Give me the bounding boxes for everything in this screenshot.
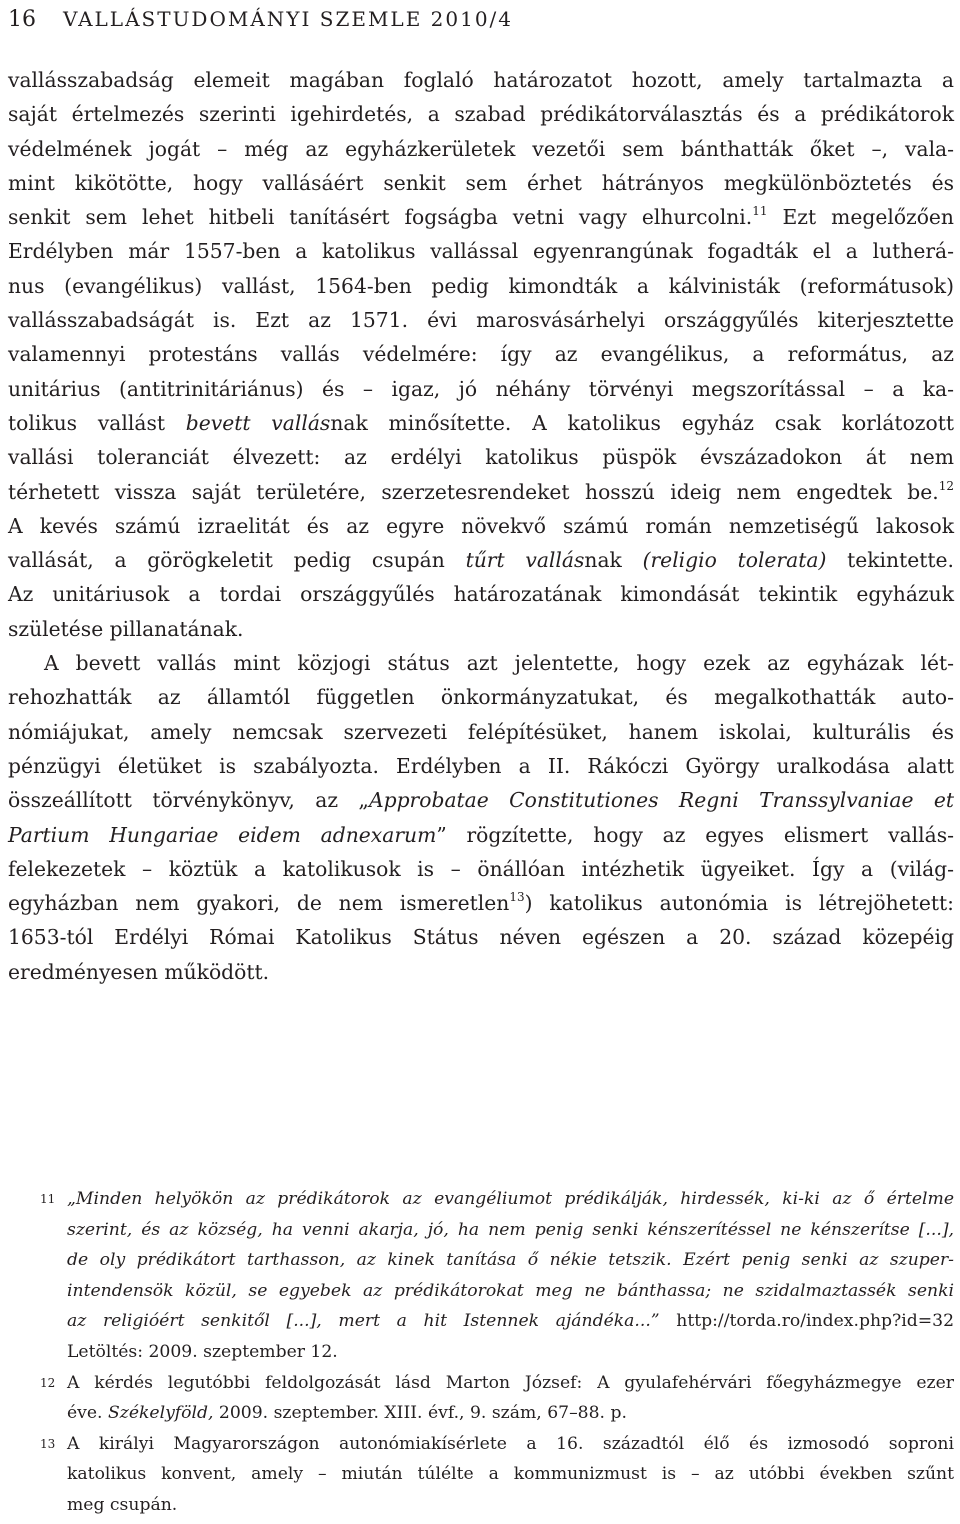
text-span: nak (584, 548, 643, 573)
footnote-ref-13[interactable]: 13 (509, 890, 525, 905)
text-line (8, 886, 954, 920)
journal-title: VALLÁSTUDOMÁNYI SZEMLE 2010/4 (63, 7, 514, 31)
italic-quote: az religióért senkitől [...], mert a hit Istennek ajándéka...” (67, 1311, 660, 1332)
italic-title: Approbatae Constitutiones Regni Transsylvaniae et (368, 788, 954, 813)
footnote-ref-11[interactable]: 11 (752, 204, 768, 219)
text-line (8, 475, 954, 509)
text-span: nak minősítette. A katolikus egyház csak korlátozott (330, 410, 954, 435)
text-span: ) katolikus autonómia is létrejöhetett: (524, 891, 954, 916)
italic-title: Székelyföld, (107, 1403, 214, 1424)
paragraph-2 (8, 646, 954, 989)
text-line (8, 783, 954, 817)
text-span: egyházban nem gyakori, de nem ismeretlen (8, 891, 510, 916)
text-line: nus (evangélikus) vallást, 1564-ben pedig kimondták a kálvinisták (reformátusok) (8, 273, 954, 298)
text-line: A bevett vallás mint közjogi státus azt jelentette, hogy ezek az egyházak lét- (44, 651, 954, 676)
text-span: Ezt megelőzően (767, 205, 954, 230)
footnote-line: de oly prédikátort tarthasson, az kinek tanítása ő nékie tetszik. Ezért penig senki az szuper- (67, 1250, 954, 1271)
italic-term: bevett vallás (185, 410, 331, 435)
footnote-number: 12 (40, 1375, 56, 1390)
text-span: tolikus vallást (8, 410, 186, 435)
text-line: saját értelmezés szerinti igehirdetés, a szabad prédikátorválasztás és a prédikátorok (8, 102, 954, 127)
text-span: térhetett vissza saját területére, szerzetesrendeket hosszú ideig nem engedtek be. (8, 479, 939, 504)
footnote-line (67, 1398, 954, 1429)
footnote-line: A királyi Magyarországon autonómiakísérlete a 16. századtól élő és izmosodó soproni (67, 1433, 954, 1454)
footnote-line: katolikus konvent, amely – miután túlélte a kommunizmust is – az utóbbi években szűnt (67, 1464, 954, 1485)
text-line: 1653-tól Erdélyi Római Katolikus Státus néven egészen a 20. század közepéig (8, 925, 954, 950)
text-line (8, 818, 954, 852)
footnotes-section (8, 1184, 954, 1521)
text-span: senkit sem lehet hitbeli tanításért fogságba vetni vagy elhurcolni. (8, 205, 753, 230)
footnote-number: 13 (40, 1436, 56, 1451)
italic-term: tűrt vallás (465, 548, 585, 573)
text-line: unitárius (antitrinitáriánus) és – igaz, jó néhány törvényi megszorítással – a ka- (8, 376, 954, 401)
footnote-ref-12[interactable]: 12 (938, 478, 954, 493)
text-line: születése pillanatának. (8, 616, 244, 641)
text-line: vallási toleranciát élvezett: az erdélyi katolikus püspök évszázadokon át nem (8, 445, 954, 470)
text-line: védelmének jogát – még az egyházkerületek vezetői sem bánthatták őket –, vala- (8, 136, 954, 161)
footnote-line: meg csupán. (67, 1494, 178, 1515)
text-span: 2009. szeptember. XIII. évf., 9. szám, 67–88. p. (213, 1403, 627, 1424)
italic-title: Partium Hungariae eidem adnexarum (8, 822, 437, 847)
text-line (8, 406, 954, 440)
footnote-line: Letöltés: 2009. szeptember 12. (67, 1341, 338, 1362)
paragraph-1 (8, 63, 954, 646)
text-line (8, 543, 954, 577)
text-line: pénzügyi életüket is szabályozta. Erdélyben a II. Rákóczi György uralkodása alatt (8, 753, 954, 778)
text-line: eredményesen működött. (8, 959, 270, 984)
text-line: vallásszabadságát is. Ezt az 1571. évi marosvásárhelyi országgyűlés kiterjesztette (8, 308, 954, 333)
footnote-line: szerint, és az község, ha venni akarja, jó, ha nem penig senki kénszerítéssel ne kénszerítse [...], (67, 1219, 954, 1240)
text-line: nómiájukat, amely nemcsak szervezeti felépítésüket, hanem iskolai, kulturális és (8, 719, 954, 744)
text-span: éve. (67, 1403, 108, 1424)
source-url[interactable]: http://torda.ro/index.php?id=32 (659, 1311, 955, 1332)
footnote-number: 11 (40, 1192, 56, 1206)
footnote-13 (8, 1429, 954, 1521)
italic-term: (religio tolerata) (642, 548, 827, 573)
text-line: vallásszabadság elemeit magában foglaló határozatot hozott, amely tartalmazta a (8, 68, 954, 92)
text-line: valamennyi protestáns vallás védelmére: így az evangélikus, a református, az (8, 342, 954, 367)
text-line: mint kikötötte, hogy vallásáért senkit sem érhet hátrányos megkülönböztetés és (8, 170, 954, 195)
main-text (8, 63, 954, 989)
footnote-11 (8, 1184, 954, 1368)
text-line: rehozhatták az államtól független önkormányzatukat, és megalkothatták auto- (8, 685, 954, 710)
text-line: Erdélyben már 1557-ben a katolikus vallással egyenrangúnak fogadták el a lutherá- (8, 239, 954, 264)
footnote-12 (8, 1368, 954, 1429)
footnote-line: „Minden helyökön az prédikátorok az evangéliumot prédikálják, hirdessék, ki-ki az ő értelme (67, 1189, 954, 1209)
text-span: vallását, a görögkeletit pedig csupán (8, 548, 466, 573)
text-line: Az unitáriusok a tordai országgyűlés határozatának kimondását tekintik egyházuk (8, 582, 954, 607)
text-span: ” rögzítette, hogy az egyes elismert vallás- (436, 822, 954, 847)
footnote-line (67, 1306, 954, 1337)
footnote-line: A kérdés legutóbbi feldolgozását lásd Marton József: A gyulafehérvári főegyházmegye ezer (67, 1372, 954, 1393)
text-line: A kevés számú izraelitát és az egyre növekvő számú román nemzetiségű lakosok (8, 513, 954, 538)
page-number: 16 (8, 7, 36, 32)
text-span: összeállított törvénykönyv, az „ (8, 788, 369, 813)
running-header (8, 4, 513, 34)
text-line: felekezetek – köztük a katolikusok is – önállóan intézhetik ügyeiket. Így a (világ- (8, 856, 954, 881)
text-span: tekintette. (826, 548, 955, 573)
footnote-line: intendensök közül, se egyebek az prédikátorokat meg ne bánthassa; ne szidalmaztassék senki (67, 1280, 954, 1301)
text-line (8, 200, 954, 234)
